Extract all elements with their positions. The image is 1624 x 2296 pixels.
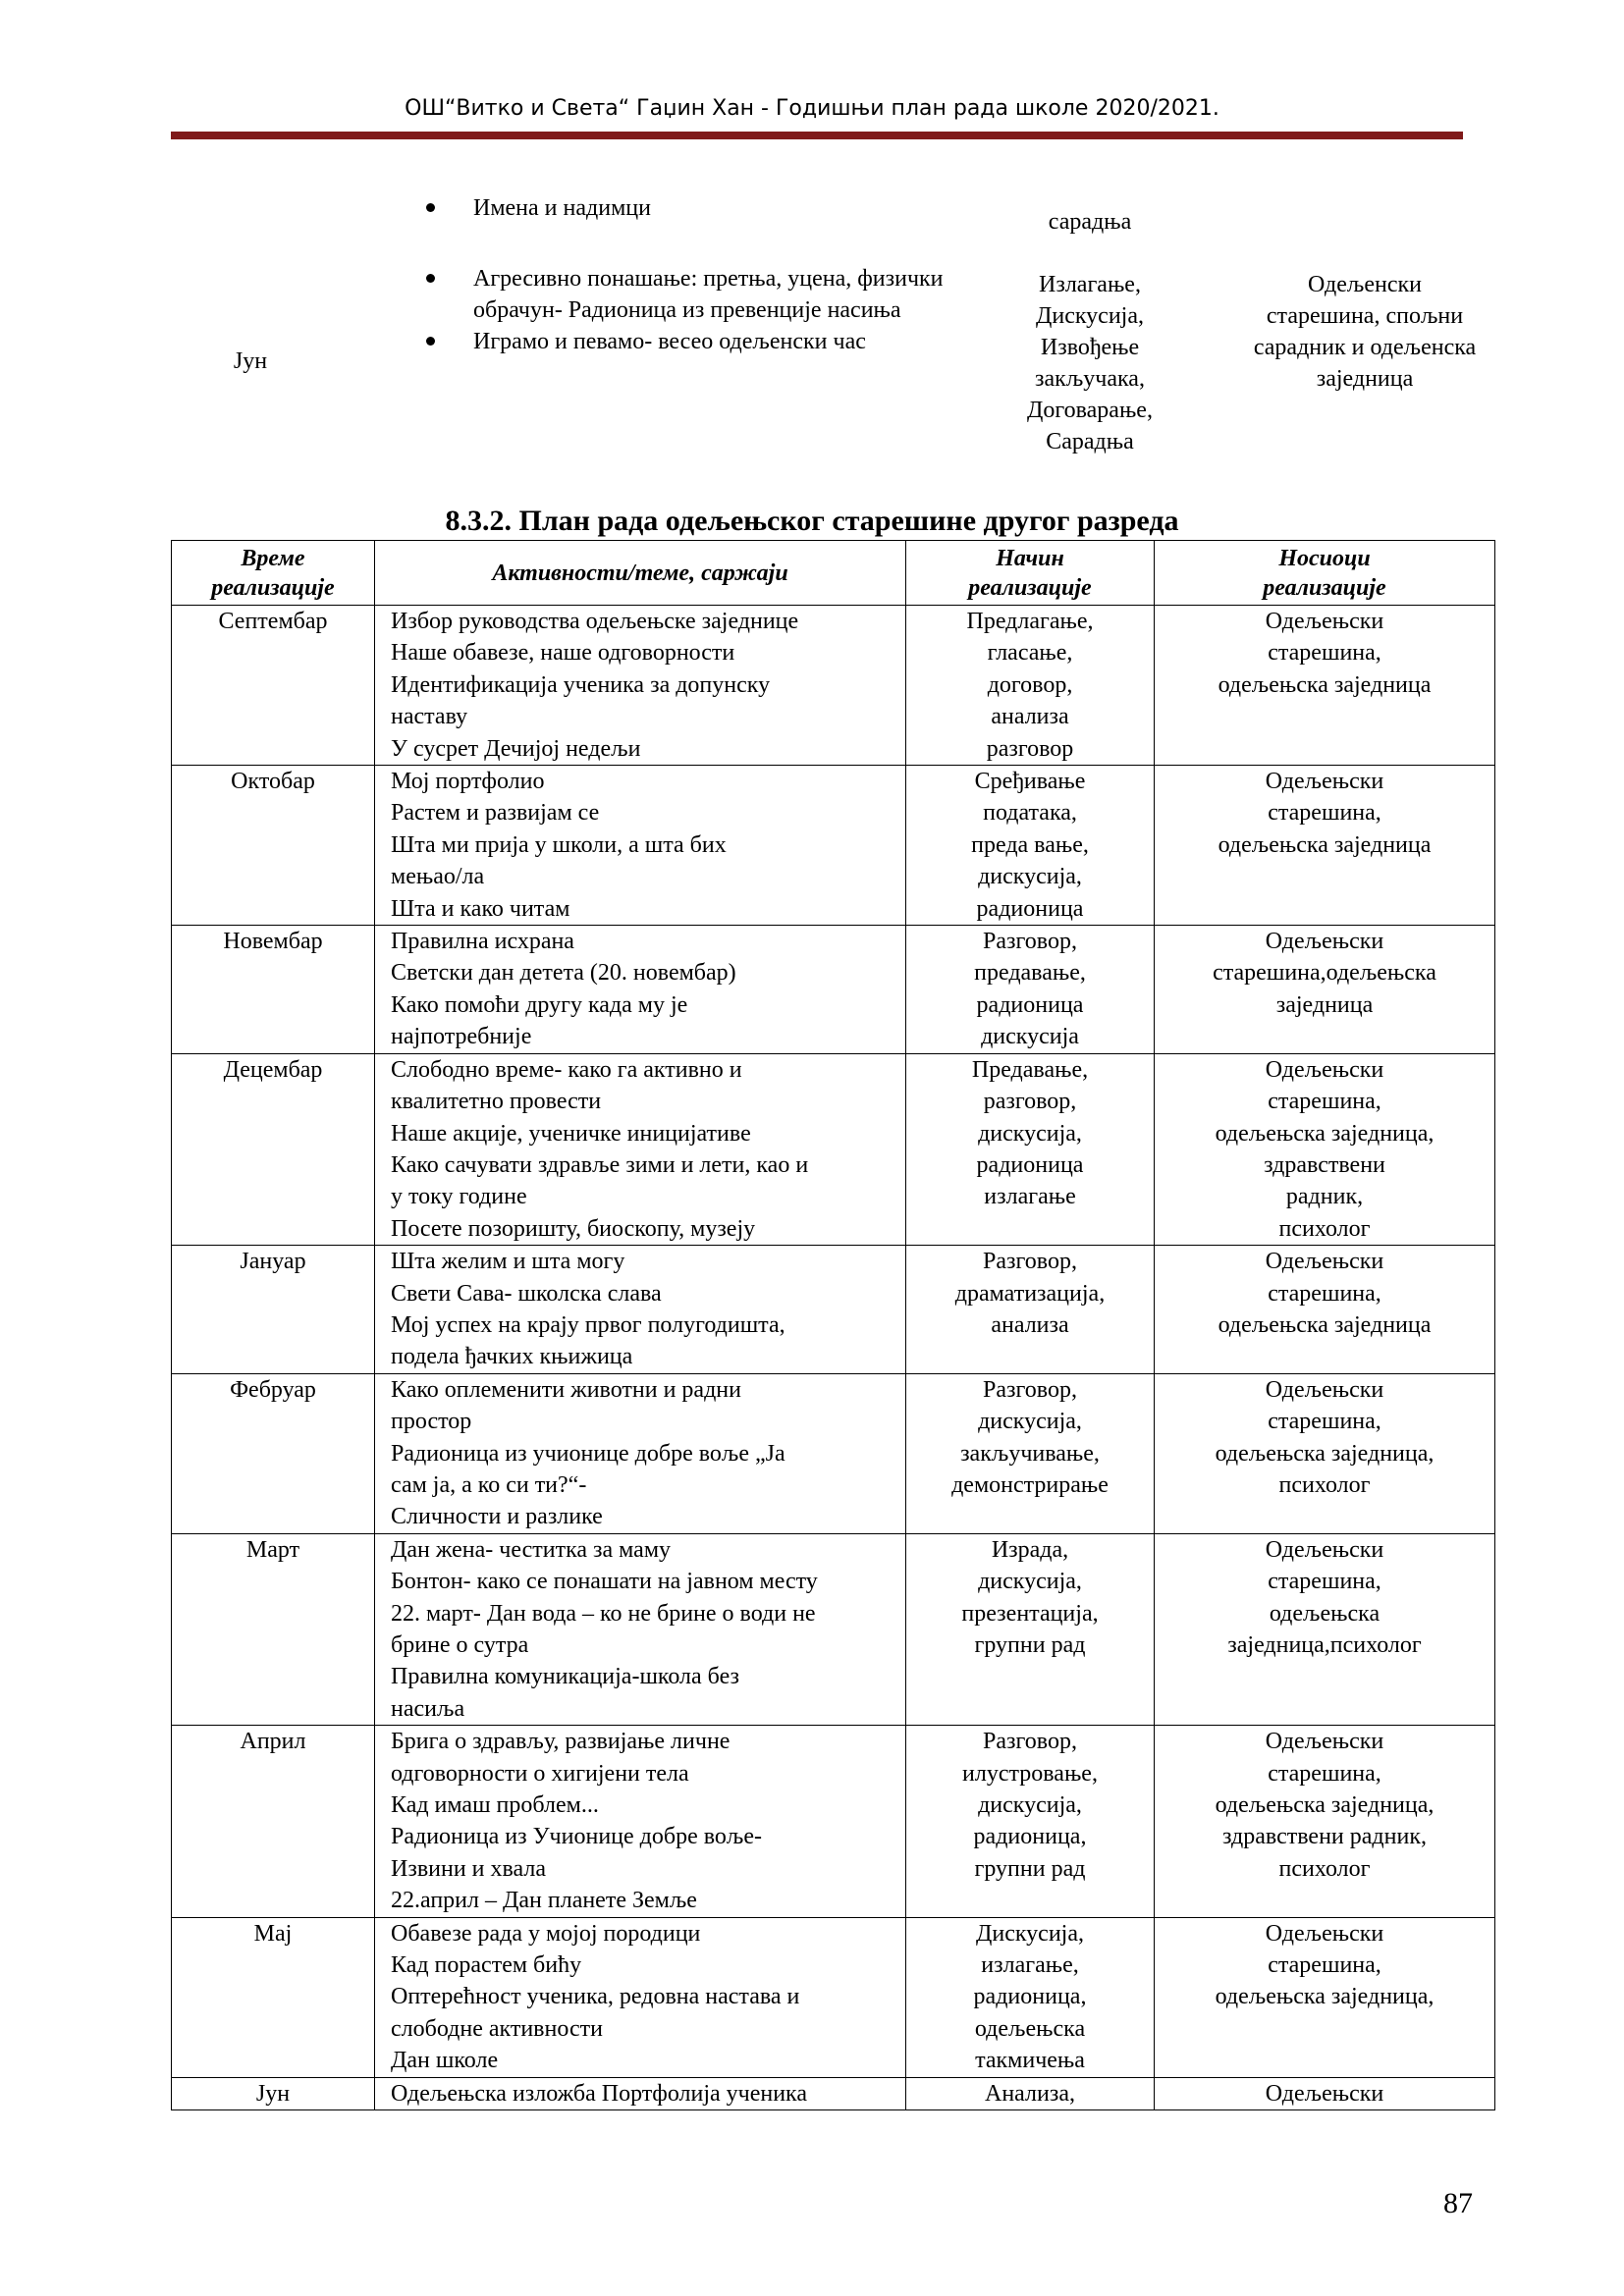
month-cell: Јун — [172, 2077, 375, 2109]
activities-cell-line: Слободно време- како га активно и — [391, 1056, 742, 1083]
method-cell-line: радионица — [976, 991, 1084, 1018]
header-line: Време — [241, 545, 305, 571]
activities-cell-line: Како оплеменити животни и радни — [391, 1376, 741, 1403]
activities-cell-line: одговорности о хигијени тела — [391, 1760, 689, 1787]
activities-cell-line: Свети Сава- школска слава — [391, 1280, 662, 1307]
method-line: закључака, — [1035, 366, 1145, 392]
activities-cell-line: Како помоћи другу када му је — [391, 991, 688, 1018]
header-time — [172, 541, 375, 606]
carriers-cell-line: одељењска заједница, — [1215, 1792, 1435, 1819]
activities-cell — [375, 1533, 906, 1725]
table-row — [172, 1053, 1495, 1245]
activities-cell-line: Наше акције, ученичке иницијативе — [391, 1120, 751, 1147]
month-cell: Септембар — [172, 606, 375, 766]
activities-cell-line: Оптерећност ученика, редовна настава и — [391, 1984, 800, 2010]
method-cell-line: презентација, — [961, 1600, 1099, 1627]
activities-cell-line: Дан школе — [391, 2048, 499, 2074]
activities-cell-line: Мој портфолио — [391, 769, 545, 795]
table-row — [172, 766, 1495, 926]
carriers-cell-line: здравствени радник, — [1222, 1824, 1427, 1850]
table-row — [172, 1917, 1495, 2077]
activities-cell-line: Шта ми прија у школи, а шта бих — [391, 831, 727, 858]
carriers-cell-line: старешина, — [1268, 640, 1381, 667]
activities-cell — [375, 1726, 906, 1917]
method-cell-line: Разговор, — [983, 1729, 1077, 1755]
carriers-cell-line: одељењска заједница — [1218, 831, 1432, 858]
activities-cell-line: брине о сутра — [391, 1632, 529, 1658]
activities-cell-line: Брига о здрављу, развијање личне — [391, 1729, 731, 1755]
carriers-cell — [1155, 1917, 1495, 2077]
method-cell-line: радионица, — [973, 1984, 1087, 2010]
method-cell-line: Предавање, — [971, 1056, 1089, 1083]
carriers-cell-line: радник, — [1285, 1184, 1364, 1210]
carriers-cell-line: здравствени — [1264, 1151, 1385, 1178]
header-divider — [171, 132, 1463, 139]
activities-cell-line: Наше обавезе, наше одговорности — [391, 640, 735, 667]
method-cell-line: дискусија, — [978, 1792, 1082, 1819]
method-cell-line: Анализа, — [985, 2080, 1075, 2107]
carriers-cell — [1155, 1726, 1495, 1917]
month-cell: Април — [172, 1726, 375, 1917]
method-cell-line: предавање, — [974, 960, 1086, 987]
carriers-cell-line: старешина, — [1268, 1569, 1381, 1595]
header-line: реализације — [1263, 574, 1386, 601]
activities-cell-line: Правилна исхрана — [391, 929, 574, 955]
method-cell-line: дискусија, — [978, 1409, 1082, 1435]
header-line: Активности/теме, сaржаји — [492, 560, 788, 586]
activities-cell-line: 22.април – Дан планете Земље — [391, 1888, 697, 1914]
activities-cell-line: Дан жена- честитка за маму — [391, 1536, 672, 1563]
month-cell: Јануар — [172, 1246, 375, 1374]
activities-cell-line: наставу — [391, 704, 468, 730]
carriers-cell-line: старешина, — [1268, 1409, 1381, 1435]
top-carrier — [1218, 269, 1512, 395]
top-method-first — [992, 206, 1188, 238]
header-method — [906, 541, 1155, 606]
page-number: 87 — [1443, 2187, 1473, 2219]
activities-cell-line: Идентификација ученика за допунску — [391, 671, 771, 698]
top-method-second — [992, 269, 1188, 457]
carriers-cell-line: Одељењски — [1265, 929, 1384, 955]
method-line: Договарање, — [1027, 398, 1153, 423]
header-line: Носиоци — [1278, 545, 1371, 571]
activities-cell — [375, 766, 906, 926]
month-cell: Октобар — [172, 766, 375, 926]
activities-cell-line: Правилна комуникација-школа без — [391, 1664, 739, 1690]
carriers-cell — [1155, 1533, 1495, 1725]
method-cell — [906, 1053, 1155, 1245]
method-cell-line: Разговор, — [983, 929, 1077, 955]
method-cell-line: излагање — [984, 1184, 1076, 1210]
section-title: 8.3.2. План рада одељењског старешине другог разреда — [445, 505, 1179, 537]
method-cell-line: групни рад — [974, 1855, 1086, 1882]
activities-cell-line: Извини и хвала — [391, 1855, 547, 1882]
method-cell-line: Израда, — [991, 1536, 1069, 1563]
method-cell-line: одељењска — [974, 2015, 1086, 2042]
top-month-label: Јун — [233, 348, 268, 374]
page-header: ОШ“Витко и Света“ Гаџин Хан - Годишњи план рада школе 2020/2021. — [405, 96, 1219, 121]
method-cell-line: Предлагање, — [966, 609, 1094, 634]
method-cell-line: разговор — [986, 735, 1074, 762]
activities-cell — [375, 2077, 906, 2109]
table-header-row — [172, 541, 1495, 606]
carriers-cell-line: старешина, — [1268, 1089, 1381, 1115]
activities-cell — [375, 926, 906, 1054]
carriers-cell-line: старешина, — [1268, 1760, 1381, 1787]
carriers-cell-line: заједница — [1275, 991, 1374, 1018]
method-cell-line: договор, — [987, 671, 1073, 698]
table-row — [172, 926, 1495, 1054]
activities-cell-line: Кад имаш проблем... — [391, 1792, 599, 1819]
activities-cell-line: Шта и како читам — [391, 895, 570, 922]
activities-cell-line: у току године — [391, 1184, 527, 1210]
activities-cell-line: Растем и развијам се — [391, 800, 600, 827]
method-cell — [906, 926, 1155, 1054]
method-cell-line: разговор, — [983, 1089, 1077, 1115]
method-line: Сарадња — [1046, 429, 1134, 454]
carriers-cell-line: одељењска — [1269, 1600, 1380, 1627]
carriers-cell-line: старешина, — [1268, 1280, 1381, 1307]
method-cell-line: дискусија — [981, 1024, 1079, 1050]
table-row — [172, 1246, 1495, 1374]
carriers-cell-line: психолог — [1278, 1215, 1371, 1242]
carrier-line: старешина, спољни — [1266, 303, 1464, 329]
method-cell-line: драматизација, — [954, 1280, 1106, 1307]
method-line: Извођење — [1040, 335, 1140, 360]
activities-cell-line: простор — [391, 1409, 472, 1435]
method-cell-line: групни рад — [974, 1632, 1086, 1658]
method-cell-line: радионица, — [973, 1824, 1087, 1850]
activities-cell-line: слободне активности — [391, 2015, 603, 2042]
carriers-cell-line: одељењска заједница, — [1215, 1984, 1435, 2010]
activities-cell-line: Сличности и разлике — [391, 1504, 603, 1530]
method-cell-line: илустровање, — [962, 1760, 1098, 1787]
carriers-cell-line: одељењска заједница — [1218, 671, 1432, 698]
carriers-cell-line: психолог — [1278, 1855, 1371, 1882]
activities-cell — [375, 1373, 906, 1533]
carriers-cell — [1155, 1246, 1495, 1374]
plan-table-body — [172, 606, 1495, 2110]
carriers-cell-line: Одељењски — [1265, 1729, 1384, 1755]
month-cell: Фебруар — [172, 1373, 375, 1533]
carriers-cell-line: старешина, — [1268, 1952, 1381, 1979]
carriers-cell — [1155, 606, 1495, 766]
activities-cell-line: Шта желим и шта могу — [391, 1249, 625, 1275]
carriers-cell-line: Одељењски — [1265, 609, 1384, 634]
method-line: Дискусија, — [1035, 303, 1144, 329]
carriers-cell — [1155, 1053, 1495, 1245]
carriers-cell-line: заједница,психолог — [1227, 1632, 1422, 1658]
table-row — [172, 1726, 1495, 1917]
carriers-cell-line: Одељењски — [1265, 1920, 1384, 1947]
bullet-item: Агресивно понашање: претња, уцена, физички обрачун- Радионица из превенције насиња — [412, 263, 962, 326]
method-cell — [906, 766, 1155, 926]
carriers-cell-line: одељењска заједница, — [1215, 1440, 1435, 1467]
month-cell: Децембар — [172, 1053, 375, 1245]
method-cell-line: Разговор, — [983, 1249, 1077, 1275]
month-cell: Март — [172, 1533, 375, 1725]
header-line: Начин — [996, 545, 1064, 571]
method-cell — [906, 606, 1155, 766]
activities-cell — [375, 1917, 906, 2077]
activities-cell-line: У сусрет Дечијој недељи — [391, 735, 641, 762]
carriers-cell — [1155, 1373, 1495, 1533]
activities-cell-line: мењао/ла — [391, 864, 485, 890]
method-line: сарадња — [1048, 209, 1132, 235]
method-cell — [906, 2077, 1155, 2109]
carrier-line: заједница — [1316, 366, 1414, 392]
activities-cell-line: Избор руководства одељењске заједнице — [391, 609, 799, 634]
method-cell-line: анализа — [991, 704, 1069, 730]
carriers-cell — [1155, 926, 1495, 1054]
method-cell-line: дискусија, — [978, 1120, 1082, 1147]
activities-cell-line: Како сачувати здравље зими и лети, као и — [391, 1151, 809, 1178]
method-cell-line: дискусија, — [978, 1569, 1082, 1595]
carriers-cell-line: Одељењски — [1265, 1249, 1384, 1275]
method-cell-line: радионица — [976, 1151, 1084, 1178]
method-cell — [906, 1533, 1155, 1725]
carriers-cell-line: старешина,одељењска — [1213, 960, 1436, 987]
activities-cell-line: 22. март- Дан вода – ко не брине о води не — [391, 1600, 816, 1627]
carriers-cell — [1155, 2077, 1495, 2109]
activities-cell-line: Кад порастем бићу — [391, 1952, 582, 1979]
activities-cell-line: Радионица из учионице добре воље „Ја — [391, 1440, 785, 1467]
carriers-cell — [1155, 766, 1495, 926]
header-line: реализације — [968, 574, 1092, 601]
carriers-cell-line: Одељењски — [1265, 769, 1384, 795]
carriers-cell-line: одељењска заједница — [1218, 1311, 1432, 1338]
header-carriers — [1155, 541, 1495, 606]
top-bullet-list — [412, 192, 962, 357]
activities-cell-line: квалитетно провести — [391, 1089, 602, 1115]
method-cell-line: Дискусија, — [975, 1920, 1084, 1947]
method-cell — [906, 1373, 1155, 1533]
method-cell-line: преда вање, — [971, 831, 1089, 858]
bullet-item: Имена и надимци — [412, 192, 962, 224]
method-cell-line: података, — [983, 800, 1077, 827]
bullet-item: Играмо и певамо- весео одељенски час — [412, 326, 962, 357]
activities-cell — [375, 606, 906, 766]
carrier-line: Одељенски — [1308, 272, 1422, 297]
carriers-cell-line: Одељењски — [1265, 1376, 1384, 1403]
method-cell-line: демонстрирање — [951, 1471, 1109, 1498]
method-cell-line: такмичења — [975, 2048, 1085, 2074]
activities-cell-line: Обавезе рада у мојој породици — [391, 1920, 701, 1947]
method-cell-line: Разговор, — [983, 1376, 1077, 1403]
method-cell — [906, 1917, 1155, 2077]
activities-cell — [375, 1246, 906, 1374]
carrier-line: сарадник и одељенска — [1253, 335, 1477, 360]
method-cell-line: излагање, — [981, 1952, 1079, 1979]
activities-cell-line: Радионица из Учионице добре воље- — [391, 1824, 762, 1850]
method-cell — [906, 1246, 1155, 1374]
carriers-cell-line: старешина, — [1268, 800, 1381, 827]
carriers-cell-line: Одељењски — [1265, 2080, 1384, 2107]
method-cell-line: Сређивање — [974, 769, 1086, 795]
table-row — [172, 2077, 1495, 2109]
table-row — [172, 1533, 1495, 1725]
activities-cell — [375, 1053, 906, 1245]
method-cell — [906, 1726, 1155, 1917]
carriers-cell-line: Одељењски — [1265, 1536, 1384, 1563]
month-cell: Мај — [172, 1917, 375, 2077]
carriers-cell-line: Одељењски — [1265, 1056, 1384, 1083]
method-line: Излагање, — [1039, 272, 1141, 297]
method-cell-line: гласање, — [987, 640, 1073, 667]
table-row — [172, 606, 1495, 766]
activities-cell-line: сам ја, а ко си ти?“- — [391, 1471, 587, 1498]
activities-cell-line: подела ђачких књижица — [391, 1344, 633, 1370]
activities-cell-line: најпотребније — [391, 1024, 532, 1050]
table-row — [172, 1373, 1495, 1533]
header-line: реализације — [211, 574, 335, 601]
activities-cell-line: Бонтон- како се понашати на јавном месту — [391, 1569, 818, 1595]
method-cell-line: анализа — [991, 1311, 1069, 1338]
activities-cell-line: Светски дан детета (20. новембар) — [391, 960, 736, 987]
activities-cell-line: Одељењска изложба Портфолија ученика — [391, 2080, 808, 2107]
method-cell-line: закључивање, — [960, 1440, 1100, 1467]
activities-cell-line: Посете позоришту, биоскопу, музеју — [391, 1215, 756, 1242]
plan-table — [171, 540, 1495, 2110]
month-cell: Новембар — [172, 926, 375, 1054]
method-cell-line: дискусија, — [978, 864, 1082, 890]
activities-cell-line: Мој успех на крају првог полугодишта, — [391, 1311, 785, 1338]
carriers-cell-line: психолог — [1278, 1471, 1371, 1498]
method-cell-line: радионица — [976, 895, 1084, 922]
carriers-cell-line: одељењска заједница, — [1215, 1120, 1435, 1147]
header-activities — [375, 541, 906, 606]
activities-cell-line: насиља — [391, 1695, 465, 1722]
